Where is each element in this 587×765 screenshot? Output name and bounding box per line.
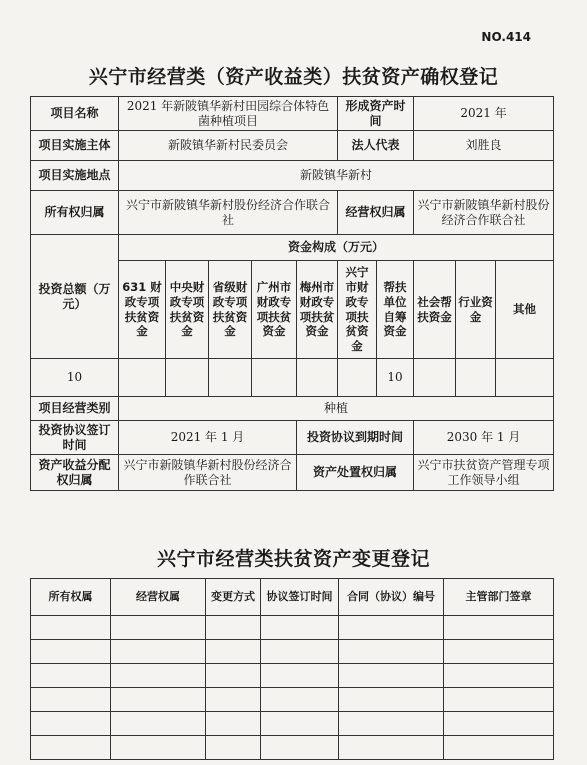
- label-invest-total: 投资总额（万元）: [31, 235, 119, 359]
- fund-col-header: 其他: [496, 261, 554, 359]
- fund-col-header: 帮扶单位自筹资金: [377, 261, 414, 359]
- change-row: [31, 664, 554, 688]
- fund-col-header: 631 财政专项扶贫资金: [119, 261, 166, 359]
- change-header: 协议签订时间: [261, 579, 339, 616]
- fund-value-cell: [456, 359, 496, 397]
- label-disposal: 资产处置权归属: [297, 455, 414, 491]
- fund-col-header: 社会帮扶资金: [414, 261, 456, 359]
- fund-value-cell: [496, 359, 554, 397]
- document-number: NO.414: [481, 30, 531, 44]
- label-impl-body: 项目实施主体: [31, 131, 119, 161]
- value-sign-time: 2021 年 1 月: [119, 421, 297, 455]
- label-sign-time: 投资协议签订时间: [31, 421, 119, 455]
- label-project-name: 项目名称: [31, 97, 119, 131]
- fund-col-header: 行业资金: [456, 261, 496, 359]
- fund-value-cell: [209, 359, 252, 397]
- fund-composition-header: 资金构成（万元）: [119, 235, 554, 261]
- change-row: [31, 712, 554, 736]
- value-income: 兴宁市新陂镇华新村股份经济合作联合社: [119, 455, 297, 491]
- fund-value-cell: [119, 359, 166, 397]
- registration-table: [30, 96, 554, 491]
- fund-col-header: 广州市财政专项扶贫资金: [252, 261, 297, 359]
- change-row: [31, 736, 554, 760]
- fund-value-cell: [338, 359, 377, 397]
- label-impl-place: 项目实施地点: [31, 161, 119, 191]
- change-header: 合同（协议）编号: [339, 579, 444, 616]
- fund-col-header: 兴宁市财政专项扶贫资金: [338, 261, 377, 359]
- fund-col-header: 中央财政专项扶贫资金: [166, 261, 209, 359]
- value-ownership: 兴宁市新陂镇华新村股份经济合作联合社: [119, 191, 338, 235]
- change-row: [31, 640, 554, 664]
- label-income: 资产收益分配权归属: [31, 455, 119, 491]
- label-operation: 经营权归属: [338, 191, 414, 235]
- value-impl-body: 新陂镇华新村民委员会: [119, 131, 338, 161]
- fund-value-cell: [297, 359, 338, 397]
- fund-col-header: 梅州市财政专项扶贫资金: [297, 261, 338, 359]
- change-header: 主管部门签章: [444, 579, 554, 616]
- value-legal-rep: 刘胜良: [414, 131, 554, 161]
- value-expire-time: 2030 年 1 月: [414, 421, 554, 455]
- value-category: 种植: [119, 397, 554, 421]
- value-operation: 兴宁市新陂镇华新村股份经济合作联合社: [414, 191, 554, 235]
- fund-value-cell: [414, 359, 456, 397]
- value-asset-time: 2021 年: [414, 97, 554, 131]
- value-disposal: 兴宁市扶贫资产管理专项工作领导小组: [414, 455, 554, 491]
- change-row: [31, 688, 554, 712]
- value-project-name: 2021 年新陂镇华新村田园综合体特色菌种植项目: [119, 97, 338, 131]
- label-expire-time: 投资协议到期时间: [297, 421, 414, 455]
- label-category: 项目经营类别: [31, 397, 119, 421]
- value-invest-total: 10: [31, 359, 119, 397]
- label-ownership: 所有权归属: [31, 191, 119, 235]
- change-header: 经营权属: [111, 579, 206, 616]
- fund-col-header: 省级财政专项扶贫资金: [209, 261, 252, 359]
- page-title: 兴宁市经营类（资产收益类）扶贫资产确权登记: [88, 66, 499, 88]
- label-asset-time: 形成资产时间: [338, 97, 414, 131]
- label-legal-rep: 法人代表: [338, 131, 414, 161]
- fund-value-cell: [252, 359, 297, 397]
- change-header: 所有权属: [31, 579, 111, 616]
- change-header: 变更方式: [206, 579, 261, 616]
- change-row: [31, 616, 554, 640]
- change-registration-table: [30, 578, 554, 760]
- fund-value-cell: 10: [377, 359, 414, 397]
- change-title: 兴宁市经营类扶贫资产变更登记: [156, 548, 430, 570]
- value-impl-place: 新陂镇华新村: [119, 161, 554, 191]
- fund-value-cell: [166, 359, 209, 397]
